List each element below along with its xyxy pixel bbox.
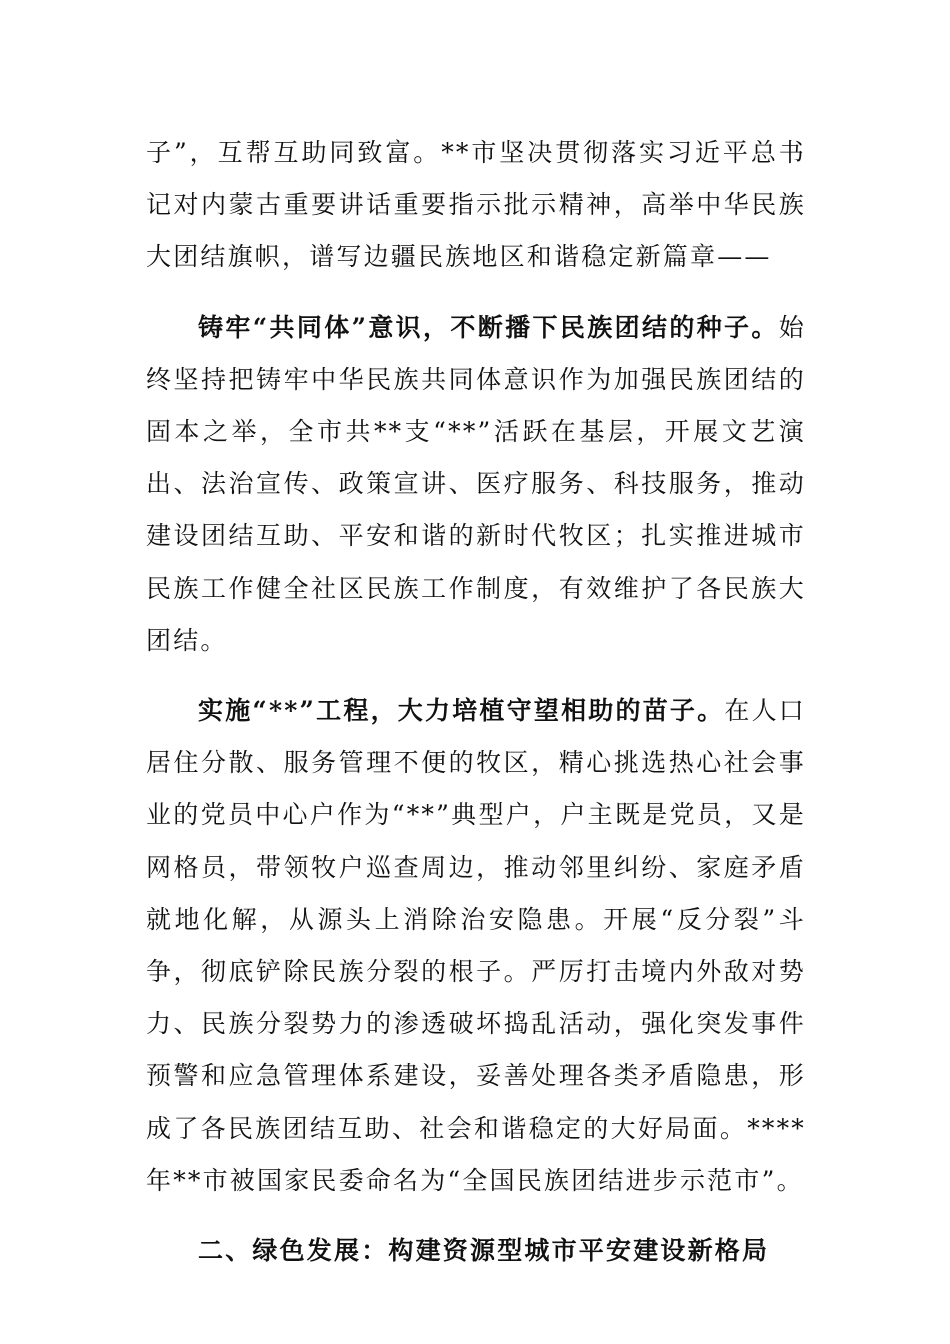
document-page (146, 127, 806, 1277)
paragraph-gap (146, 667, 806, 685)
paragraph-community-awareness (146, 302, 806, 667)
paragraph-gap (146, 284, 806, 302)
paragraph-gap (146, 1207, 806, 1225)
paragraph-lead-bold: 实施“**”工程，大力培植守望相助的苗子。 (198, 696, 725, 726)
paragraph-project (146, 685, 806, 1207)
paragraph-body: 在人口居住分散、服务管理不便的牧区，精心挑选热心社会事业的党员中心户作为“**”典型户，户主既是党员，又是网格员，带领牧户巡查周边，推动邻里纠纷、家庭矛盾就地化解，从源头上消除治安隐患。开展“反分裂”斗争，彻底铲除民族分裂的根子。严厉打击境内外敌对势力、民族分裂势力的渗透破坏捣乱活动，强化突发事件预警和应急管理体系建设，妥善处理各类矛盾隐患，形成了各民族团结互助、社会和谐稳定的大好局面。****年**市被国家民委命名为“全国民族团结进步示范市”。 (146, 696, 807, 1195)
paragraph-body: 始终坚持把铸牢中华民族共同体意识作为加强民族团结的固本之举，全市共**支“**”活跃在基层，开展文艺演出、法治宣传、政策宣讲、医疗服务、科技服务，推动建设团结互助、平安和谐的新时代牧区；扎实推进城市民族工作健全社区民族工作制度，有效维护了各民族大团结。 (146, 312, 806, 655)
paragraph-intro: 子”，互帮互助同致富。**市坚决贯彻落实习近平总书记对内蒙古重要讲话重要指示批示精神，高举中华民族大团结旗帜，谱写边疆民族地区和谐稳定新篇章—— (146, 138, 806, 272)
section-heading: 二、绿色发展：构建资源型城市平安建设新格局 (198, 1236, 770, 1266)
paragraph-lead-bold: 铸牢“共同体”意识，不断播下民族团结的种子。 (198, 312, 779, 342)
